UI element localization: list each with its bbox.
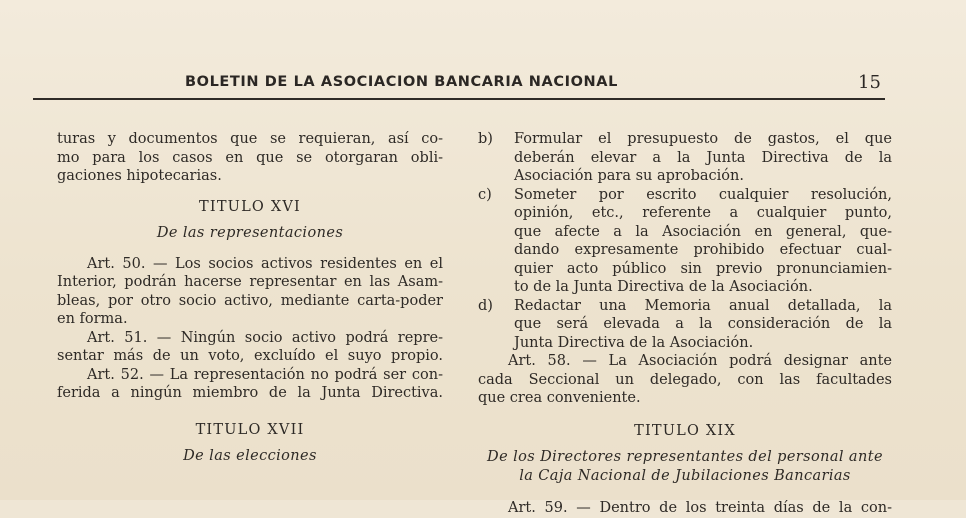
header-rule [33, 98, 885, 100]
text-line: Someter por escrito cualquier resolución, [514, 186, 892, 203]
left-column [57, 130, 443, 478]
article-50 [57, 255, 443, 329]
text-line: to de la Junta Directiva de la Asociación. [514, 279, 813, 295]
text-line: Junta Directiva de la Asociación. [514, 334, 754, 351]
right-column [478, 130, 892, 518]
text-line: Redactar una Memoria anual detallada, la [514, 297, 892, 314]
section-heading-titulo-xvii: TITULO XVII [195, 421, 305, 438]
text-line: cada Seccional un delegado, con las facultades [478, 371, 892, 388]
list-item-c [478, 186, 892, 297]
text-line: en forma. [57, 311, 128, 327]
text-line: ferida a ningún miembro de la Junta Directiva. [57, 385, 443, 401]
list-label: b) [478, 131, 493, 147]
text-line: Asociación para su aprobación. [514, 168, 744, 184]
subheading-line: la Caja Nacional de Jubilaciones Bancarias [519, 467, 851, 484]
text-line: Art. 58. — La Asociación podrá designar ante [508, 353, 892, 369]
text-line: sentar más de un voto, excluído el suyo propio. [57, 348, 443, 364]
text-line: turas y documentos que se requieran, así co- [57, 131, 443, 147]
text-line: Formular el presupuesto de gastos, el que [514, 131, 892, 147]
text-line: Art. 52. — La representación no podrá ser con- [87, 366, 443, 383]
text-line: que crea conveniente. [478, 390, 641, 406]
text-line: Art. 50. — Los socios activos residentes en el [87, 255, 443, 272]
list-item-b [478, 130, 892, 186]
page-number: 15 [858, 72, 881, 93]
section-subheading: De las representaciones [156, 225, 344, 241]
section-heading-titulo-xix: TITULO XIX [634, 422, 736, 439]
section-heading-titulo-xvi: TITULO XVI [199, 198, 301, 215]
text-line: Art. 51. — Ningún socio activo podrá repre- [87, 329, 443, 346]
running-header: BOLETIN DE LA ASOCIACION BANCARIA NACIONAL [185, 74, 618, 90]
subheading-line: De los Directores representantes del personal ante [487, 449, 883, 465]
text-line: Interior, podrán hacerse representar en las Asam- [57, 274, 443, 290]
intro-paragraph [57, 130, 443, 186]
article-59-partial: Art. 59. — Dentro de los treinta días de la con- [508, 500, 892, 516]
text-line: mo para los casos en que se otorgaran obli- [57, 149, 443, 166]
list-label: d) [478, 297, 493, 314]
article-58 [478, 352, 892, 408]
text-line: que afecte a la Asociación en general, que- [514, 223, 892, 240]
text-line: quier acto público sin previo pronunciamien- [514, 260, 892, 277]
text-line: que será elevada a la consideración de la [514, 316, 892, 332]
section-subheading: De las elecciones [183, 448, 317, 464]
list-label: c) [478, 186, 492, 203]
text-line: opinión, etc., referente a cualquier punto, [514, 205, 892, 221]
list-item-d [478, 297, 892, 353]
section-subheading [478, 448, 892, 485]
article-51 [57, 329, 443, 366]
text-line: deberán elevar a la Junta Directiva de la [514, 149, 892, 166]
text-line: dando expresamente prohibido efectuar cual- [514, 242, 892, 258]
text-line: gaciones hipotecarias. [57, 168, 222, 184]
text-line: bleas, por otro socio activo, mediante carta-poder [57, 292, 443, 309]
article-52 [57, 366, 443, 403]
